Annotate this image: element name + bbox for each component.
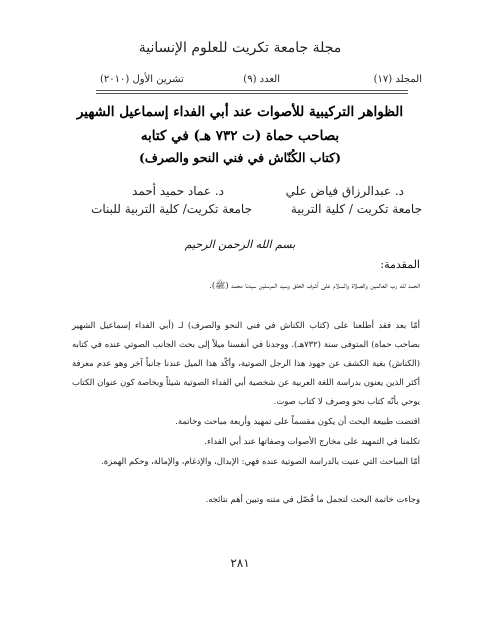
journal-issue: العدد (٩) [243,74,280,85]
paper-title-line-3: (كتاب الكُنّاش في فني النحو والصرف) [138,150,342,165]
author-first-name: د. عبدالرزاق فياض علي [285,184,404,198]
author-second-name: د. عماد حميد أحمد [132,184,224,198]
paragraph-2: أمّا بعد فقد أطلعنا على (كتاب الكناش في فني النحو والصرف) لـ (أبي الفداء إسماعيل الشهير بصاحب حماة) المتوفى سنة (٧٣٢هـ). ووجدنا في أنفسنا ميلاً إلى بحث الجانب الصوتي عنده في كتابه (الكناش) بغية الكشف عن جهود هذا الرجل الصوتية، وأكّد هذا الميل عندنا جانباً آخر وهو عدم معرفة أكثر الذين يعنون بدراسة اللغة العربية عن شخصية أبي الفداء الصوتية شيئاً وبخاصة كون عنوان الكتاب يوحي بأنّه كتاب نحو وصرف لا كتاب صوت. [72,320,420,406]
paragraph-5: أمّا المباحث التي عنيت بالدراسة الصوتية عنده فهي: الإبدال، والإدغام، والإمالة، وحكم الهمزة. [101,456,420,466]
journal-volume: المجلد (١٧) [373,74,422,85]
paragraph-1: الحمد لله رب العالمين والصلاة والسلام على أشرف الخلق وسيد المرسلين سيدنا محمد (ﷺ). [209,280,420,290]
journal-title: مجلة جامعة تكريت للعلوم الإنسانية [138,40,342,56]
header-rule-bottom [96,93,408,94]
paragraph-3: اقتضت طبيعة البحث أن يكون مقسماً على تمهيد وأربعة مباحث وخاتمة. [175,416,420,426]
page-number: ٢٨١ [230,556,250,570]
paragraph-4: تكلمنا في التمهيد على مخارج الأصوات وصفاتها عند أبي الفداء. [204,436,420,446]
journal-date: تشرين الأول (٢٠١٠) [100,74,184,85]
basmala: بسم الله الرحمن الرحيم [184,238,296,251]
author-first-affiliation: جامعة تكريت / كلية التربية [290,202,422,216]
paragraph-6: وجاءت خاتمة البحث لتجمل ما فُصّل في متنه وتبين أهم نتائجه. [205,494,420,504]
paper-title-line-1: الظواهر التركيبية للأصوات عند أبي الفداء إسماعيل الشهير [76,104,404,120]
header-rule-top [96,90,408,91]
author-second-affiliation: جامعة تكريت/ كلية التربية للبنات [91,202,252,216]
paper-title-line-2: بصاحب حماة (ت ٧٣٢ هـ) في كتابه [140,128,340,144]
section-heading-introduction: المقدمة: [380,258,420,271]
